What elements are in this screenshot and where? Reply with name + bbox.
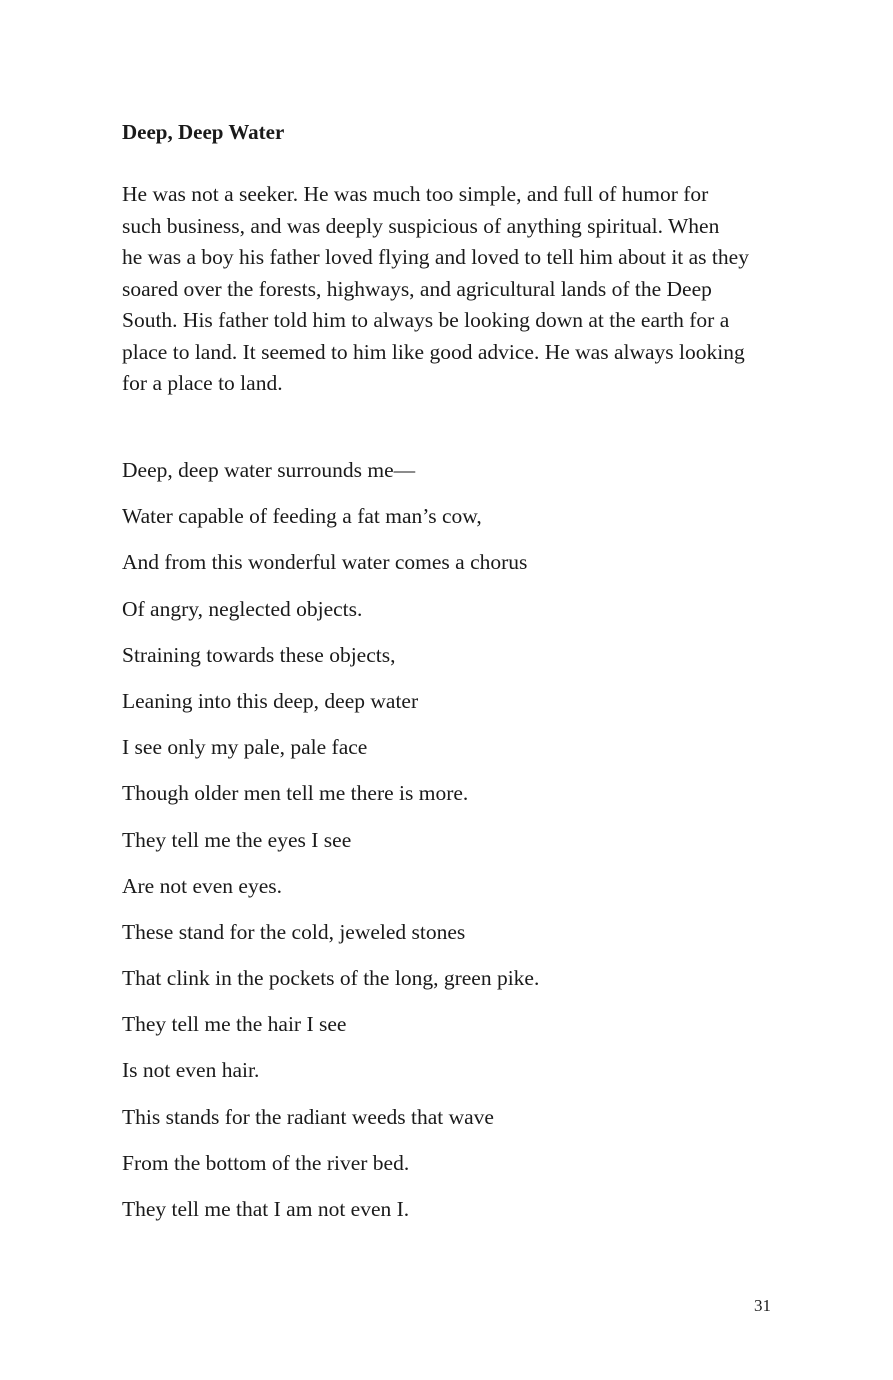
poem-line: Leaning into this deep, deep water	[122, 688, 419, 713]
paragraph-line: place to land. It seemed to him like good advice. He was always looking	[122, 339, 745, 364]
poem-line: These stand for the cold, jeweled stones	[122, 919, 466, 944]
paragraph-line: South. His father told him to always be looking down at the earth for a	[122, 308, 730, 332]
poem	[122, 455, 782, 1240]
paragraph-line: such business, and was deeply suspicious of anything spiritual. When	[122, 213, 720, 238]
poem-line: From the bottom of the river bed.	[122, 1150, 410, 1175]
poem-line: That clink in the pockets of the long, green pike.	[122, 966, 540, 991]
paragraph-line: He was not a seeker. He was much too simple, and full of humor for	[122, 182, 709, 206]
poem-line: They tell me that I am not even I.	[122, 1197, 410, 1221]
poem-line: I see only my pale, pale face	[122, 735, 368, 760]
poem-line: They tell me the hair I see	[122, 1012, 347, 1037]
intro-paragraph	[122, 179, 782, 400]
poem-line: Is not even hair.	[122, 1058, 260, 1083]
poem-line: Of angry, neglected objects.	[122, 596, 363, 621]
paragraph-line: for a place to land.	[122, 371, 283, 395]
paragraph-line: he was a boy his father loved flying and loved to tell him about it as they	[122, 245, 749, 269]
chapter-title: Deep, Deep Water	[122, 120, 285, 144]
poem-line: Deep, deep water surrounds me—	[122, 458, 416, 482]
poem-line: And from this wonderful water comes a chorus	[122, 550, 528, 575]
poem-line: They tell me the eyes I see	[122, 827, 352, 852]
paragraph-line: soared over the forests, highways, and agricultural lands of the Deep	[122, 276, 712, 301]
poem-line: Straining towards these objects,	[122, 642, 396, 667]
poem-line: This stands for the radiant weeds that wave	[122, 1104, 494, 1129]
poem-line: Are not even eyes.	[122, 873, 282, 898]
poem-line: Water capable of feeding a fat man’s cow,	[122, 504, 482, 529]
page-number: 31	[754, 1296, 771, 1315]
poem-line: Though older men tell me there is more.	[122, 781, 469, 806]
